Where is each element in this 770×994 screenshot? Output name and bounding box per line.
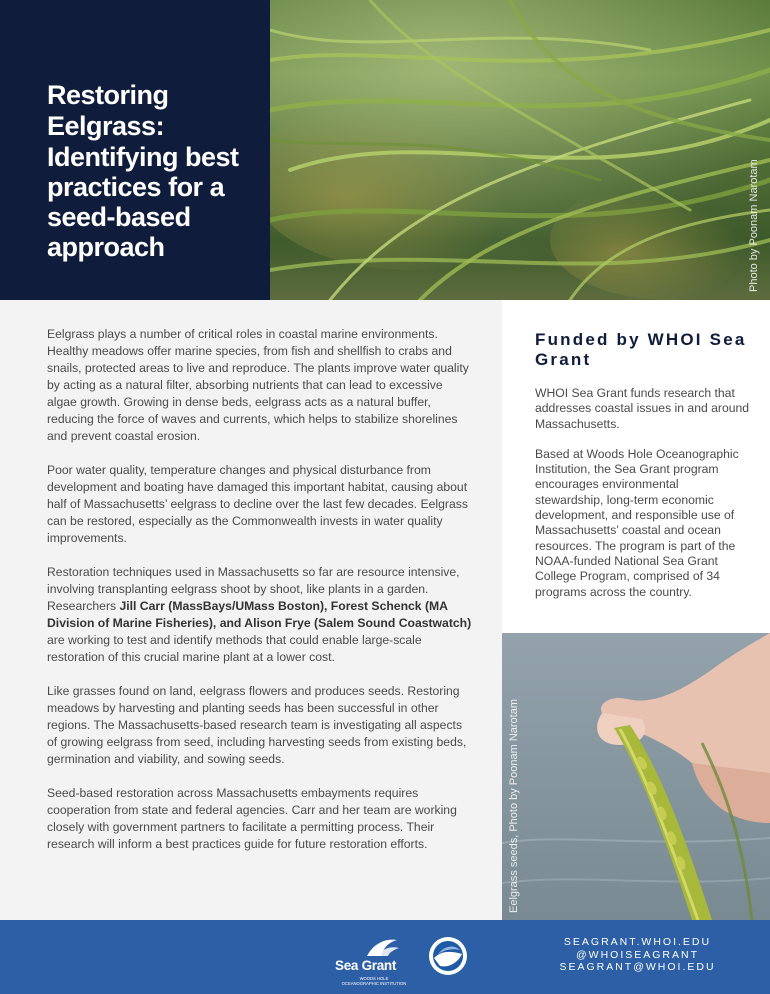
seeds-photo-caption: Eelgrass seeds, Photo by Poonam Narotam	[508, 698, 520, 913]
eelgrass-illustration	[270, 0, 770, 300]
funding-sidebar	[502, 300, 770, 633]
sidebar-paragraph-2: Based at Woods Hole Oceanographic Institution, the Sea Grant program encourages environmental stewardship, long-term economic development, and responsible use of Massachusetts’ coastal and ocean resources. The program is part of the NOAA-funded National Sea Grant College Program, comprised of 34 programs across the country.	[535, 446, 739, 599]
article-paragraph-4: Like grasses found on land, eelgrass flowers and produces seeds. Restoring meadows by harvesting and planting seeds has been successful in other regions. The Massachusetts-based research team is investigating all aspects of growing eelgrass from seed, including harvesting seeds from existing beds, germination and viability, and sowing seeds.	[47, 684, 467, 766]
page-title	[47, 80, 270, 262]
hero-photo-eelgrass	[270, 0, 770, 300]
paragraph-3-end: are working to test and identify methods that could enable large-scale restoration of this crucial marine plant at a lower cost.	[47, 633, 422, 664]
sidebar-heading: Funded by WHOI Sea Grant	[535, 330, 747, 369]
social-handle[interactable]: @WHOISEAGRANT	[576, 948, 699, 961]
article-paragraph-2: Poor water quality, temperature changes and physical disturbance from development and boating have damaged this important habitat, causing about half of Massachusetts’ eelgrass to decline over the last few decades. Eelgrass can be restored, especially as the Commonwealth invests in water quality improvements.	[47, 463, 468, 545]
footer	[0, 920, 770, 994]
contact-info	[550, 936, 725, 974]
title-panel	[0, 0, 270, 300]
header	[0, 0, 770, 300]
sea-grant-logo	[333, 934, 413, 986]
sea-grant-sub-line-1: WOODS HOLE	[359, 976, 389, 981]
sea-grant-name: Sea Grant	[335, 958, 397, 973]
hand-holding-seeds-illustration	[502, 633, 770, 920]
article-paragraph-5: Seed-based restoration across Massachusetts embayments requires cooperation from state and federal agencies. Carr and her team are working closely with government partners to facilitate a permitting process. Their research will inform a best practices guide for future restoration efforts.	[47, 786, 457, 851]
sea-grant-subtitle	[335, 976, 413, 986]
title-bold: Restoring Eelgrass:	[47, 80, 169, 141]
sea-grant-wave-icon	[333, 934, 413, 960]
article-paragraph-3	[47, 564, 472, 666]
noaa-label: NOAA	[441, 941, 455, 946]
hero-photo-credit: Photo by Poonam Narotam	[748, 159, 760, 292]
email-link[interactable]: SEAGRANT@WHOI.EDU	[559, 961, 716, 973]
paragraph-3-start: Restoration techniques used in Massachusetts so far are resource intensive, involving transplanting eelgrass shoot by shoot, like plants in a garden. Researchers	[47, 565, 460, 613]
sea-grant-sub-line-2: OCEANOGRAPHIC INSTITUTION	[341, 981, 407, 986]
sidebar-paragraph-1: WHOI Sea Grant funds research that addresses coastal issues in and around Massachusetts.	[535, 386, 750, 431]
title-subtitle: Identifying best practices for a seed-based approach	[47, 142, 239, 262]
noaa-emblem-icon	[428, 936, 468, 976]
main-article	[0, 300, 502, 920]
website-link[interactable]: SEAGRANT.WHOI.EDU	[563, 936, 712, 948]
noaa-logo	[428, 936, 468, 976]
article-paragraph-1: Eelgrass plays a number of critical roles in coastal marine environments. Healthy meadows offer marine species, from fish and shellfish to crabs and snails, protected areas to live and reproduce. The plants improve water quality by acting as a natural filter, absorbing nutrients that can lead to excessive algae growth. Growing in dense beds, eelgrass acts as a natural buffer, reducing the force of waves and currents, which helps to stabilize shorelines and prevent coastal erosion.	[47, 327, 469, 443]
eelgrass-seeds-photo	[502, 633, 770, 920]
researchers-names: Jill Carr (MassBays/UMass Boston), Forest Schenck (MA Division of Marine Fisheries), and Alison Frye (Salem Sound Coastwatch)	[47, 599, 472, 630]
